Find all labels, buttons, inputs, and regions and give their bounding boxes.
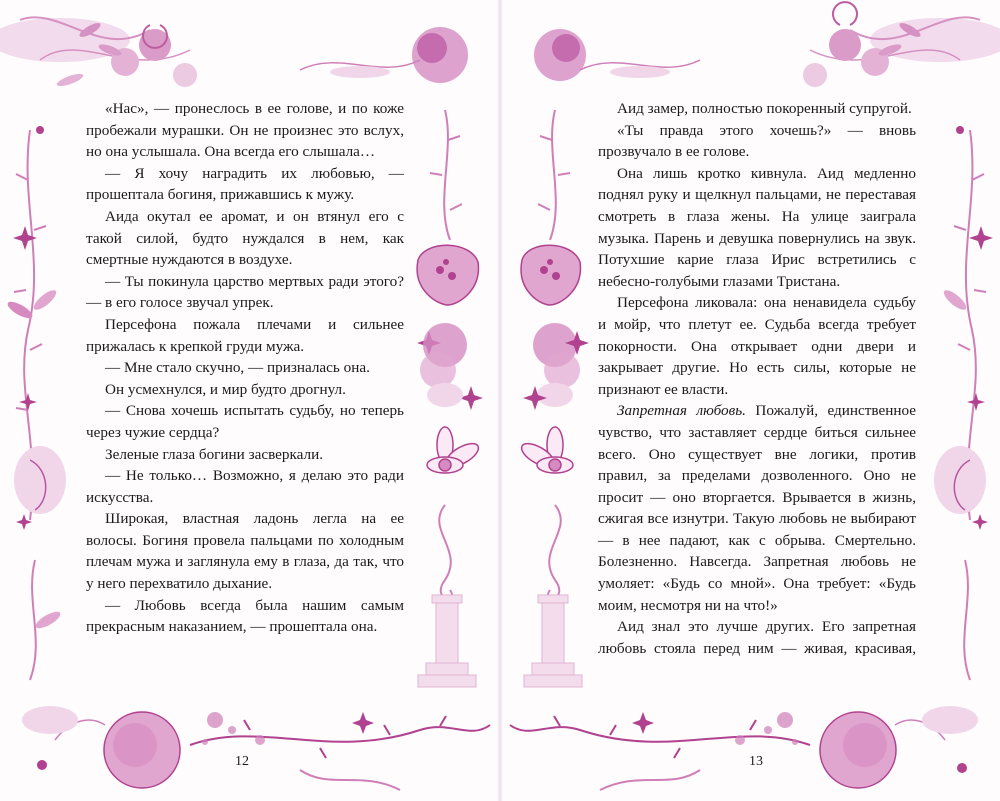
right-page xyxy=(500,0,1000,801)
page-number: 13 xyxy=(749,754,763,769)
rose-cluster-icon xyxy=(533,323,580,407)
left-margin-thorn-branch-icon xyxy=(5,130,59,520)
paragraph: — Снова хочешь испытать судьбу, но теперь через чужие сердца? xyxy=(86,402,404,441)
paragraph: — Я хочу наградить их любовью, — прошептала богиня, прижавшись к мужу. xyxy=(86,164,404,204)
paragraph: — Ты покинула царство мертвых ради этого? — в его голосе звучал упрек. xyxy=(86,272,404,312)
flower-icon xyxy=(518,427,573,473)
paragraph: Персефона ликовала: она ненавидела судьбу и мойр, что плетут ее. Судьба всегда требует покорности. Она открывает одни двери и закрывает другие. Но есть силы, которые не признают ее власти. xyxy=(598,294,916,398)
left-margin-thorn-branch-icon xyxy=(538,110,570,240)
right-margin-thorn-branch-icon xyxy=(430,110,462,240)
right-page-text xyxy=(598,98,916,659)
paragraph: Аида окутал ее аромат, и он втянул его с такой силой, будто нуждался в нем, как смертные нуждаются в воздухе. xyxy=(86,207,404,269)
top-right-floral-icon xyxy=(803,2,1000,87)
paragraph: «Нас», — пронеслось в ее голове, и по коже пробежали мурашки. Он не произнес это вслух, но она услышала. Она всегда его слышала… xyxy=(86,100,404,161)
paragraph: «Ты правда этого хочешь?» — вновь прозвучало в ее голове. xyxy=(598,121,916,161)
paragraph: Широкая, властная ладонь легла на ее волосы. Богиня провела пальцами по холодным плечам мужа и заглянула ему в глаза, да так, что у него перехватило дыхание. xyxy=(86,510,404,593)
paragraph: Она лишь кротко кивнула. Аид медленно поднял руку и щелкнул пальцами, не переставая смотреть в глаза жены. На улице заиграла музыка. Парень и девушка повернулись на звук. Потухшие карие глаза Ирис встретились с небесно-голубыми глазами Тристана. xyxy=(598,164,916,290)
left-margin-flower-icon xyxy=(14,446,66,680)
ink-splash-icon xyxy=(735,712,798,745)
ink-splash-icon xyxy=(202,712,265,745)
bottom-thorn-branch-icon xyxy=(190,716,490,790)
rose-cluster-icon xyxy=(420,323,467,407)
paragraph: — Не только… Возможно, я делаю это ради искусства. xyxy=(86,467,404,506)
right-margin-thorn-branch-icon xyxy=(941,130,986,520)
italic-lead: Запретная любовь. xyxy=(617,402,746,420)
top-left-rose-icon xyxy=(534,29,700,81)
pomegranate-icon xyxy=(521,245,580,305)
paragraph xyxy=(598,400,916,616)
left-page-text xyxy=(86,98,404,638)
paragraph-rest: Пожалуй, единственное чувство, что заставляет сердце биться сильнее всего. Оно существует вне логики, против правил, за пределами дозволенного. Оно не просит — оно вторгается. Врывается в жизнь, сжигая все изнутри. Такую любовь не выбирают — в нее падают, как с обрыва. Смертельно. Болезненно. Навсегда. Запретная любовь не умоляет: «Будь со мной». Она требует: «Будь моим, несмотря ни на что!» xyxy=(598,402,916,614)
paragraph: — Любовь всегда была нашим самым прекрасным наказанием, — прошептала она. xyxy=(86,596,404,636)
bottom-pomegranate-icon xyxy=(820,706,978,788)
vine-icon xyxy=(548,505,561,599)
top-right-rose-icon xyxy=(300,27,468,83)
right-margin-flower-icon xyxy=(934,446,986,680)
top-left-floral-icon xyxy=(0,17,197,88)
flower-icon xyxy=(427,427,482,473)
page-number: 12 xyxy=(235,754,249,769)
paragraph: Он усмехнулся, и мир будто дрогнул. xyxy=(105,380,346,398)
pomegranate-icon xyxy=(417,245,478,305)
vine-icon xyxy=(439,505,452,599)
paragraph: Аид знал это лучше других. Его запретная любовь стояла перед ним — живая, красивая, xyxy=(598,618,916,657)
column-icon xyxy=(418,595,476,687)
bottom-thorn-branch-icon xyxy=(510,716,810,790)
bottom-pomegranate-icon xyxy=(22,706,180,788)
paragraph: — Мне стало скучно, — призналась она. xyxy=(105,359,370,377)
column-icon xyxy=(524,595,582,687)
paragraph: Персефона пожала плечами и сильнее прижалась к крепкой груди мужа. xyxy=(86,315,404,355)
paragraph: Аид замер, полностью покоренный супругой. xyxy=(617,100,912,117)
paragraph: Зеленые глаза богини засверкали. xyxy=(105,445,324,463)
